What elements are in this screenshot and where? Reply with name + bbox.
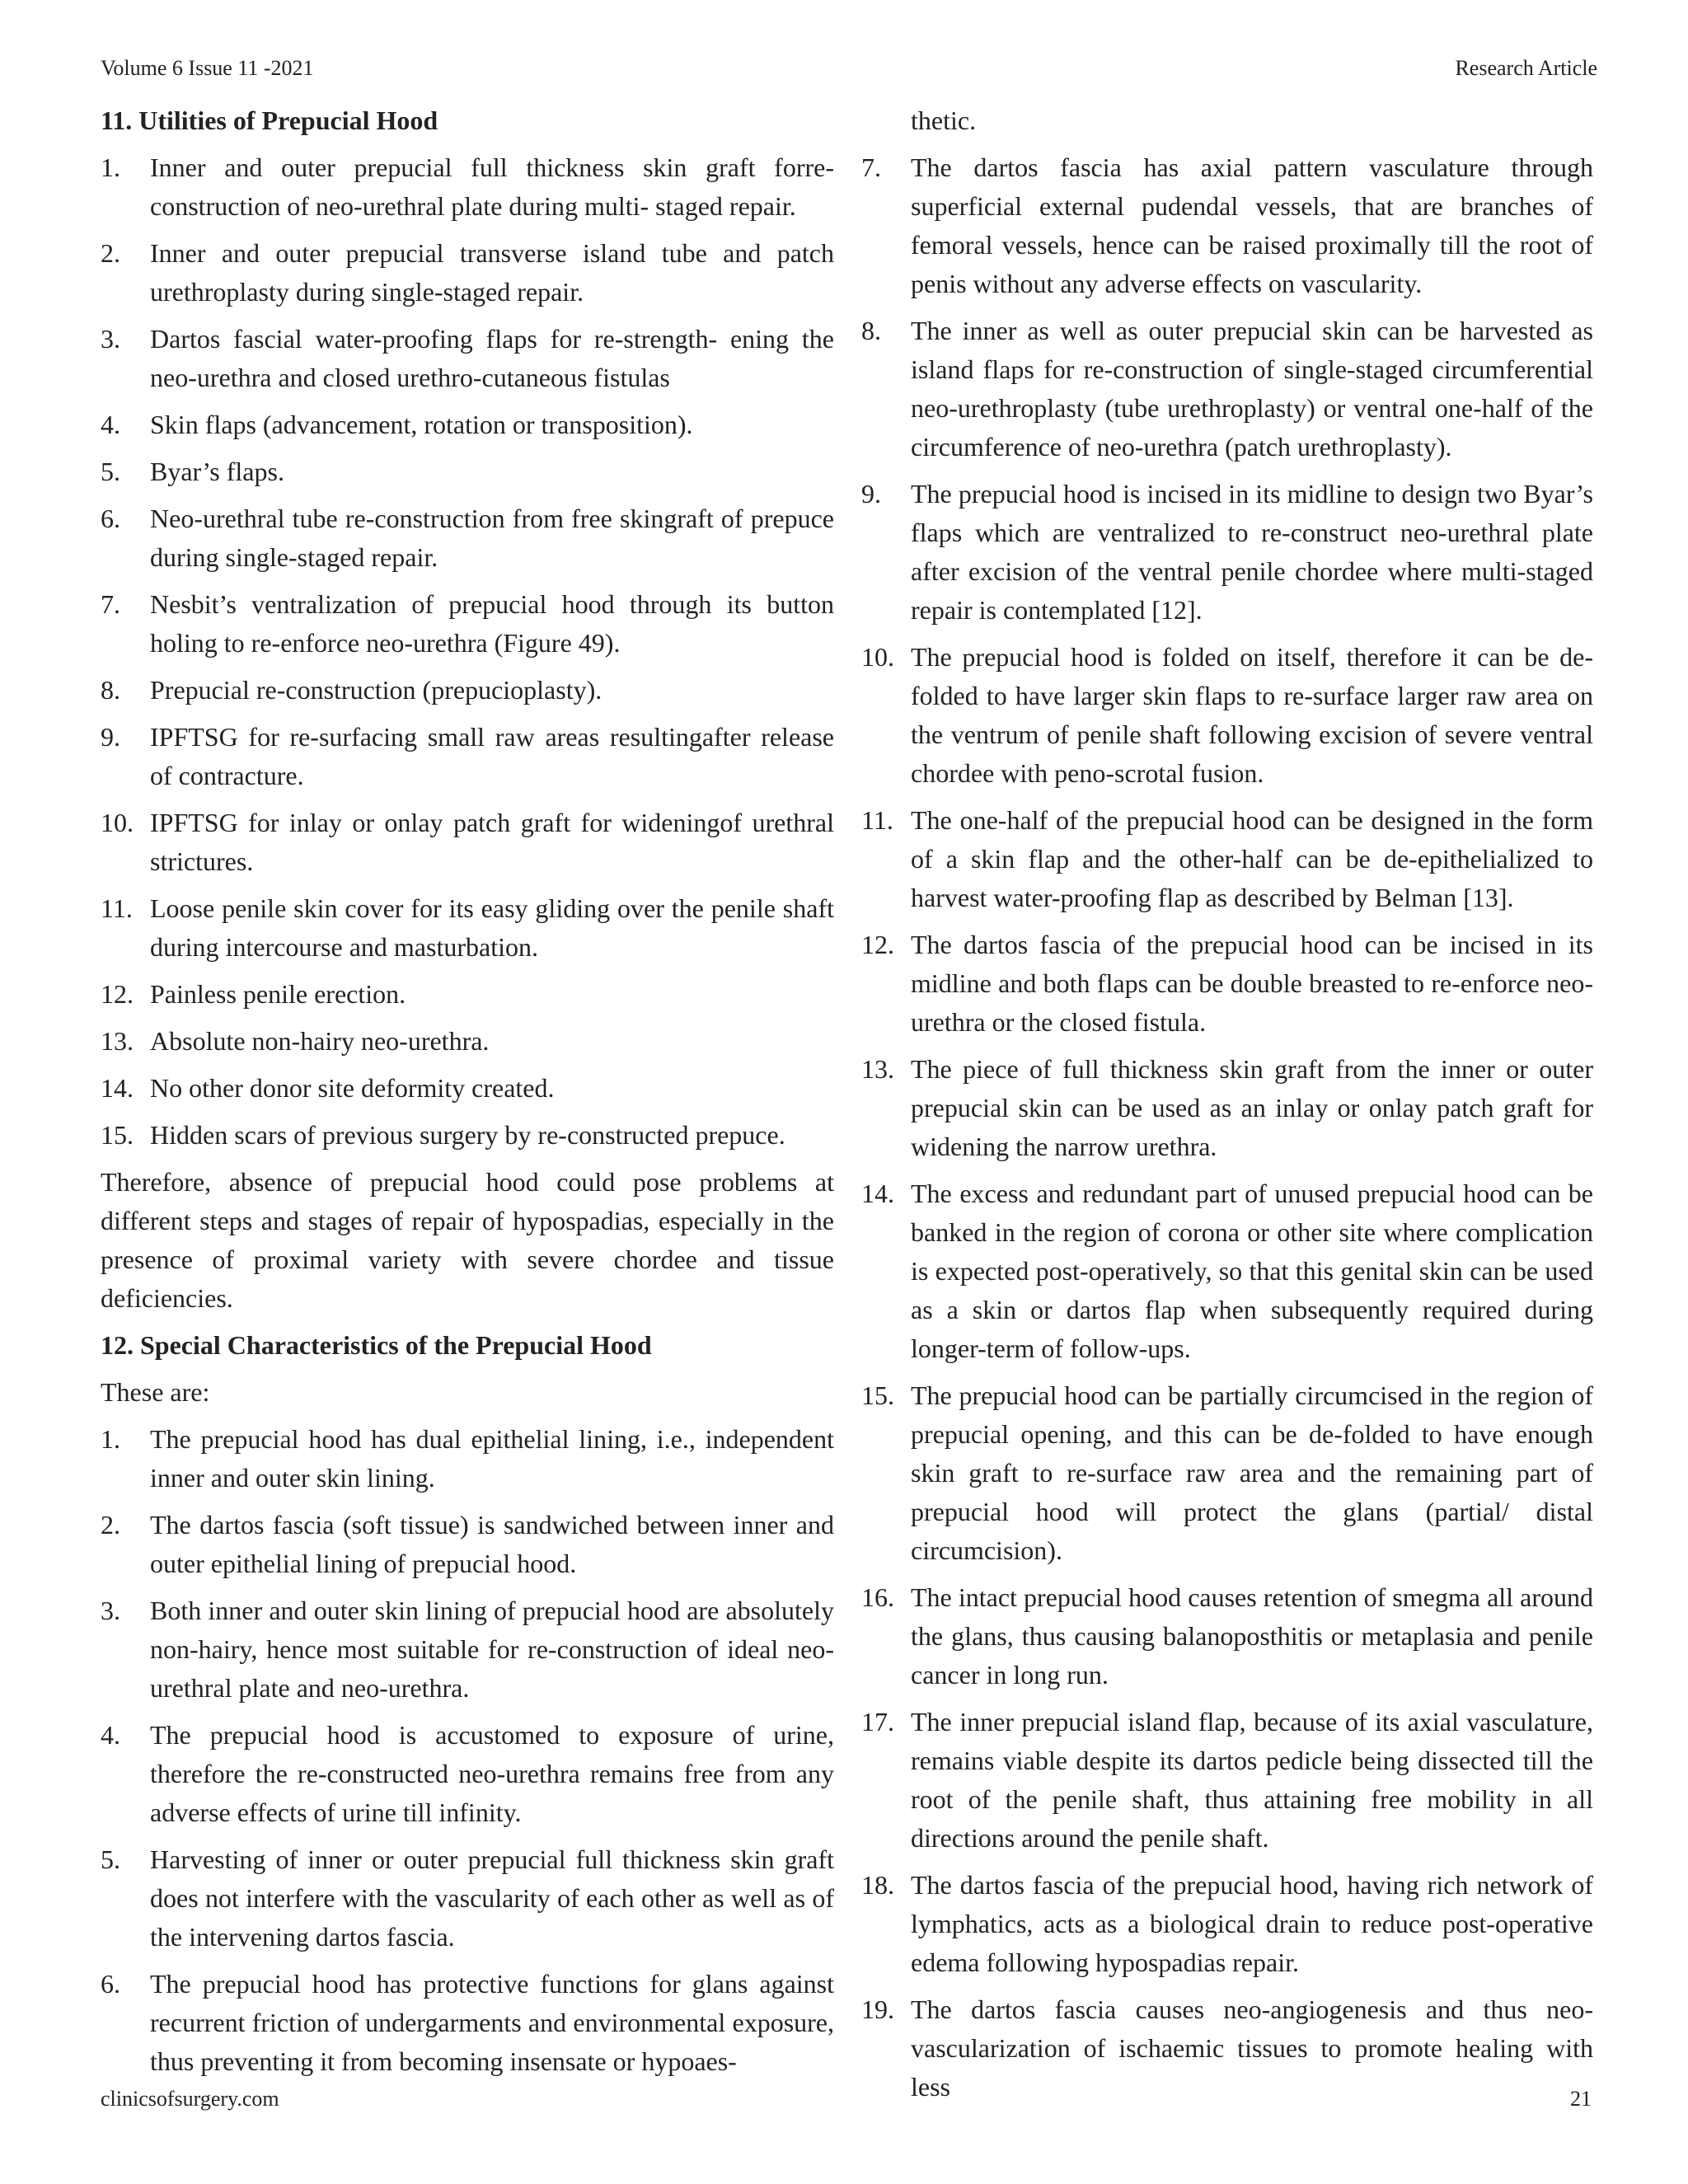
list-item-text: The prepucial hood is incised in its midline to design two Byar’s flaps which are ventralized to re-construct neo-urethral plate after excision of the ventral penile chordee where multi-staged repair is contemplated [12]. bbox=[911, 479, 1593, 625]
list-item-number: 1. bbox=[101, 152, 120, 182]
list-item-text: IPFTSG for inlay or onlay patch graft for wideningof urethral strictures. bbox=[150, 808, 834, 876]
utilities-list bbox=[101, 148, 834, 1155]
list-item-number: 6. bbox=[101, 1969, 120, 1999]
list-item-number: 13. bbox=[101, 1026, 134, 1056]
list-item bbox=[101, 1965, 834, 2081]
list-item-text: Byar’s flaps. bbox=[150, 457, 284, 486]
section-11-conclusion: Therefore, absence of prepucial hood could pose problems at different steps and stages of repair of hypospadias, especially in the presence of proximal variety with severe chordee and tissue deficiencies. bbox=[101, 1167, 834, 1313]
list-item bbox=[101, 234, 834, 312]
footer-site: clinicsofsurgery.com bbox=[101, 2087, 279, 2111]
list-item bbox=[861, 1174, 1593, 1368]
list-item bbox=[101, 1420, 834, 1497]
list-item bbox=[861, 1050, 1593, 1166]
list-item-text: Loose penile skin cover for its easy gliding over the penile shaft during intercourse and masturbation. bbox=[150, 893, 834, 962]
list-item-number: 16. bbox=[861, 1582, 894, 1612]
list-item bbox=[861, 1703, 1593, 1858]
list-item-text: Painless penile erection. bbox=[150, 979, 406, 1009]
list-item-text: Skin flaps (advancement, rotation or transposition). bbox=[150, 410, 693, 439]
list-item-text: The inner as well as outer prepucial skin can be harvested as island flaps for re-construction of single-staged circumferential neo-urethroplasty (tube urethroplasty) or ventral one-half of the circumference of neo-urethra (patch urethroplasty). bbox=[911, 316, 1593, 462]
list-item-number: 2. bbox=[101, 1510, 120, 1540]
list-item bbox=[101, 320, 834, 397]
list-item-text: The dartos fascia of the prepucial hood, having rich network of lymphatics, acts as a biological drain to reduce post-operative edema following hypospadias repair. bbox=[911, 1870, 1593, 1977]
list-item-number: 10. bbox=[861, 642, 894, 672]
list-item bbox=[101, 1022, 834, 1061]
list-item-text: The inner prepucial island flap, because of its axial vasculature, remains viable despite its dartos pedicle being dissected till the root of the penile shaft, thus attaining free mobility in all directions around the penile shaft. bbox=[911, 1707, 1593, 1853]
list-item-text: Hidden scars of previous surgery by re-constructed prepuce. bbox=[150, 1120, 785, 1150]
list-item bbox=[101, 671, 834, 710]
section-12-intro: These are: bbox=[101, 1377, 210, 1407]
list-item bbox=[101, 499, 834, 577]
list-item bbox=[861, 926, 1593, 1042]
list-item bbox=[861, 475, 1593, 630]
list-item-text: Harvesting of inner or outer prepucial full thickness skin graft does not interfere with the vascularity of each other as well as of the intervening dartos fascia. bbox=[150, 1844, 834, 1952]
list-item-number: 11. bbox=[861, 805, 893, 835]
list-item bbox=[101, 804, 834, 881]
running-header-volume: Volume 6 Issue 11 -2021 bbox=[101, 56, 314, 80]
list-item-text: Nesbit’s ventralization of prepucial hood through its button holing to re-enforce neo-urethra (Figure 49). bbox=[150, 589, 834, 658]
list-item-number: 17. bbox=[861, 1707, 894, 1736]
list-item-number: 4. bbox=[101, 410, 120, 439]
list-item-text: The dartos fascia causes neo-angiogenesis and thus neo-vascularization of ischaemic tissues to promote healing with less bbox=[911, 1994, 1593, 2102]
list-item bbox=[101, 1591, 834, 1708]
list-item-text: Dartos fascial water-proofing flaps for re-strength- ening the neo-urethra and closed urethro-cutaneous fistulas bbox=[150, 324, 834, 392]
list-item-text: Both inner and outer skin lining of prepucial hood are absolutely non-hairy, hence most suitable for re-construction of ideal neo-urethral plate and neo-urethra. bbox=[150, 1596, 834, 1703]
list-item-text: The dartos fascia (soft tissue) is sandwiched between inner and outer epithelial lining of prepucial hood. bbox=[150, 1510, 834, 1578]
list-item-number: 8. bbox=[101, 675, 120, 705]
characteristics-list-right bbox=[861, 148, 1593, 2107]
list-item-number: 6. bbox=[101, 504, 120, 533]
list-item-number: 14. bbox=[861, 1179, 894, 1208]
list-item-number: 12. bbox=[101, 979, 134, 1009]
list-item bbox=[101, 889, 834, 967]
list-item-number: 5. bbox=[101, 457, 120, 486]
list-item bbox=[861, 1866, 1593, 1982]
list-item-text: Inner and outer prepucial full thickness skin graft forre-construction of neo-urethral plate during multi- staged repair. bbox=[150, 152, 834, 221]
list-item-number: 2. bbox=[101, 238, 120, 268]
list-item bbox=[861, 801, 1593, 917]
list-item bbox=[101, 975, 834, 1014]
list-item-text: The prepucial hood can be partially circumcised in the region of prepucial opening, and this can be de-folded to have enough skin graft to re-surface raw area and the remaining part of prepucial hood will protect the glans (partial/ distal circumcision). bbox=[911, 1380, 1593, 1565]
list-item bbox=[101, 405, 834, 444]
list-item-number: 10. bbox=[101, 808, 134, 837]
list-item-text: Absolute non-hairy neo-urethra. bbox=[150, 1026, 490, 1056]
list-item-text: The one-half of the prepucial hood can be designed in the form of a skin flap and the other-half can be de-epithelialized to harvest water-proofing flap as described by Belman [13]. bbox=[911, 805, 1593, 912]
item-6-continuation: thetic. bbox=[911, 105, 977, 135]
section-12-heading: 12. Special Characteristics of the Prepucial Hood bbox=[101, 1330, 652, 1360]
list-item-text: The dartos fascia has axial pattern vasculature through superficial external pudendal vessels, that are branches of femoral vessels, hence can be raised proximally till the root of penis without any adverse effects on vascularity. bbox=[911, 152, 1593, 298]
list-item-text: The piece of full thickness skin graft from the inner or outer prepucial skin can be used as an inlay or onlay patch graft for widening the narrow urethra. bbox=[911, 1054, 1593, 1161]
list-item-number: 15. bbox=[861, 1380, 894, 1410]
list-item-text: The intact prepucial hood causes retention of smegma all around the glans, thus causing balanoposthitis or metaplasia and penile cancer in long run. bbox=[911, 1582, 1593, 1690]
list-item-text: The dartos fascia of the prepucial hood can be incised in its midline and both flaps can be double breasted to re-enforce neo-urethra or the closed fistula. bbox=[911, 930, 1593, 1037]
list-item-number: 9. bbox=[101, 722, 120, 752]
list-item bbox=[861, 638, 1593, 793]
list-item bbox=[861, 1990, 1593, 2107]
list-item-number: 3. bbox=[101, 1596, 120, 1625]
list-item-number: 8. bbox=[861, 316, 881, 345]
list-item-text: No other donor site deformity created. bbox=[150, 1073, 555, 1103]
section-11-heading: 11. Utilities of Prepucial Hood bbox=[101, 105, 438, 135]
list-item-number: 5. bbox=[101, 1844, 120, 1874]
list-item-number: 18. bbox=[861, 1870, 894, 1900]
list-item bbox=[101, 148, 834, 226]
list-item-number: 13. bbox=[861, 1054, 894, 1084]
list-item-number: 3. bbox=[101, 324, 120, 354]
list-item-number: 4. bbox=[101, 1720, 120, 1750]
list-item bbox=[101, 1506, 834, 1583]
list-item-number: 12. bbox=[861, 930, 894, 959]
list-item-text: The prepucial hood has dual epithelial lining, i.e., independent inner and outer skin lining. bbox=[150, 1424, 834, 1493]
list-item bbox=[861, 1376, 1593, 1570]
list-item bbox=[861, 1578, 1593, 1694]
list-item bbox=[861, 148, 1593, 303]
list-item-number: 7. bbox=[101, 589, 120, 619]
list-item-number: 11. bbox=[101, 893, 133, 923]
list-item-text: The prepucial hood has protective functions for glans against recurrent friction of undergarments and environmental exposure, thus preventing it from becoming insensate or hypoaes- bbox=[150, 1969, 834, 2076]
list-item-text: Inner and outer prepucial transverse island tube and patch urethroplasty during single-staged repair. bbox=[150, 238, 834, 307]
list-item-number: 14. bbox=[101, 1073, 134, 1103]
right-column bbox=[861, 101, 1593, 2115]
list-item bbox=[101, 718, 834, 795]
list-item bbox=[101, 1116, 834, 1155]
list-item-text: The prepucial hood is folded on itself, therefore it can be de-folded to have larger skin flaps to re-surface larger raw area on the ventrum of penile shaft following excision of severe ventral chordee with peno-scrotal fusion. bbox=[911, 642, 1593, 788]
page-number: 21 bbox=[1570, 2087, 1592, 2111]
list-item bbox=[101, 452, 834, 491]
list-item bbox=[101, 1840, 834, 1957]
list-item-text: The excess and redundant part of unused prepucial hood can be banked in the region of corona or other site where complication is expected post-operatively, so that this genital skin can be used as a skin or dartos flap when subsequently required during longer-term of follow-ups. bbox=[911, 1179, 1593, 1363]
list-item-text: Prepucial re-construction (prepucioplasty). bbox=[150, 675, 603, 705]
left-column bbox=[101, 101, 834, 2089]
list-item bbox=[101, 1716, 834, 1832]
list-item-number: 15. bbox=[101, 1120, 134, 1150]
list-item-text: The prepucial hood is accustomed to exposure of urine, therefore the re-constructed neo-urethra remains free from any adverse effects of urine till infinity. bbox=[150, 1720, 834, 1827]
running-header-article-type: Research Article bbox=[1455, 56, 1597, 80]
list-item-text: IPFTSG for re-surfacing small raw areas resultingafter release of contracture. bbox=[150, 722, 834, 790]
list-item bbox=[101, 585, 834, 663]
list-item-number: 9. bbox=[861, 479, 881, 509]
list-item-number: 19. bbox=[861, 1994, 894, 2024]
characteristics-list-left bbox=[101, 1420, 834, 2081]
list-item-number: 7. bbox=[861, 152, 881, 182]
list-item-number: 1. bbox=[101, 1424, 120, 1454]
list-item bbox=[101, 1069, 834, 1108]
list-item-text: Neo-urethral tube re-construction from free skingraft of prepuce during single-staged repair. bbox=[150, 504, 834, 572]
list-item bbox=[861, 312, 1593, 466]
